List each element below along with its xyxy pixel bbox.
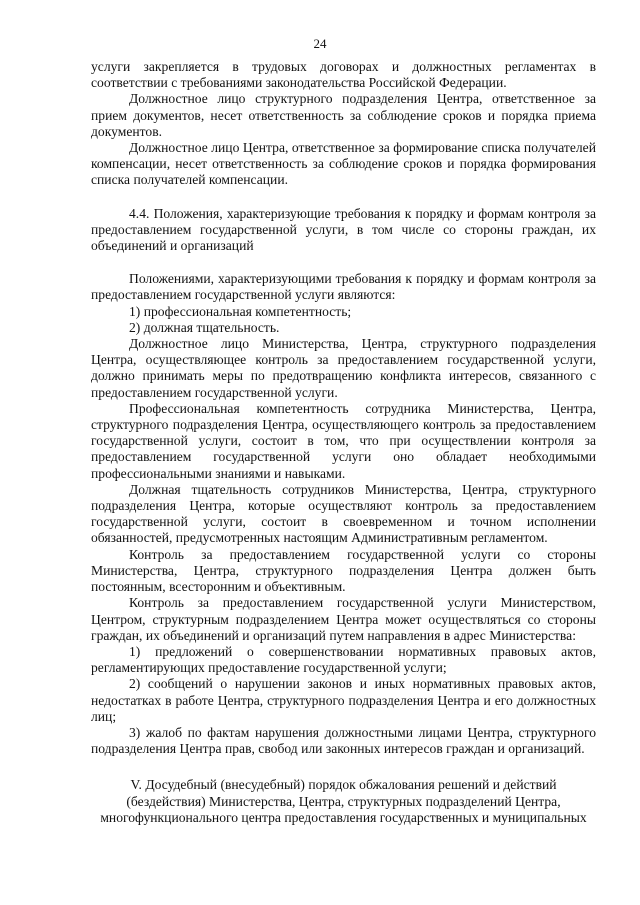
- list-item-diligence: 2) должная тщательность.: [129, 319, 280, 335]
- page-number: 24: [313, 36, 327, 51]
- paragraph-professional-competence: Профессиональная компетентность сотрудника Министерства, Центра, структурного подразделения Центра, осуществляющего контроль за предоставлением государственной услуги, состоит в том, что при осуществлении контроля за предоставлением государственной услуги оно обладает необходимыми профессиональными знаниями и навыками.: [91, 400, 596, 481]
- list-item-complaints: 3) жалоб по фактам нарушения должностными лицами Центра, структурного подразделения Центра прав, свобод или законных интересов граждан и организаций.: [91, 724, 596, 757]
- subsection-heading-4-4: 4.4. Положения, характеризующие требования к порядку и формам контроля за предоставлением государственной услуги, в том числе со стороны граждан, их объединений и организаций: [91, 205, 596, 254]
- list-item-reports: 2) сообщений о нарушении законов и иных нормативных правовых актов, недостатках в работе Центра, структурного подразделения Центра и его должностных лиц;: [91, 676, 596, 724]
- paragraph-continuation: услуги закрепляется в трудовых договорах и должностных регламентах в соответствии с требованиями законодательства Российской Федерации.: [91, 59, 596, 91]
- section-heading-v: V. Досудебный (внесудебный) порядок обжалования решений и действий (бездействия) Министерства, Центра, структурных подразделений Центра, многофункционального центра предоставления государственных и муниципальных: [100, 777, 587, 825]
- paragraph-conflict-of-interest: Должностное лицо Министерства, Центра, структурного подразделения Центра, осуществляющее контроль за предоставлением государственной услуги, должно принимать меры по предотвращению конфликта интересов, связанного с предоставлением государственной услуги.: [91, 336, 596, 400]
- document-body: [91, 59, 596, 826]
- list-item-competence: 1) профессиональная компетентность;: [129, 303, 352, 319]
- paragraph-control-nature: Контроль за предоставлением государственной услуги со стороны Министерства, Центра, структурного подразделения Центра должен быть постоянным, всесторонним и объективным.: [91, 546, 596, 595]
- paragraph-citizen-control: Контроль за предоставлением государственной услуги Министерством, Центром, структурным подразделением Центра может осуществляться со стороны граждан, их объединений и организаций путем направления в адрес Министерства:: [91, 595, 596, 643]
- list-item-proposals: 1) предложений о совершенствовании нормативных правовых актов, регламентирующих предоставление государственной услуги;: [91, 643, 596, 676]
- paragraph-control-requirements: Положениями, характеризующими требования к порядку и формам контроля за предоставлением государственной услуги являются:: [91, 271, 596, 303]
- paragraph-list-responsibility: Должностное лицо Центра, ответственное за формирование списка получателей компенсации, несет ответственность за соблюдение сроков и порядка формирования списка получателей компенсации.: [91, 140, 596, 188]
- paragraph-due-diligence: Должная тщательность сотрудников Министерства, Центра, структурного подразделения Центра, которые осуществляют контроль за предоставлением государственной услуги, состоит в своевременном и точном исполнении обязанностей, предусмотренных настоящим Административным регламентом.: [91, 481, 596, 546]
- paragraph-reception-responsibility: Должностное лицо структурного подразделения Центра, ответственное за прием документов, несет ответственность за соблюдение сроков и порядка приема документов.: [91, 91, 596, 139]
